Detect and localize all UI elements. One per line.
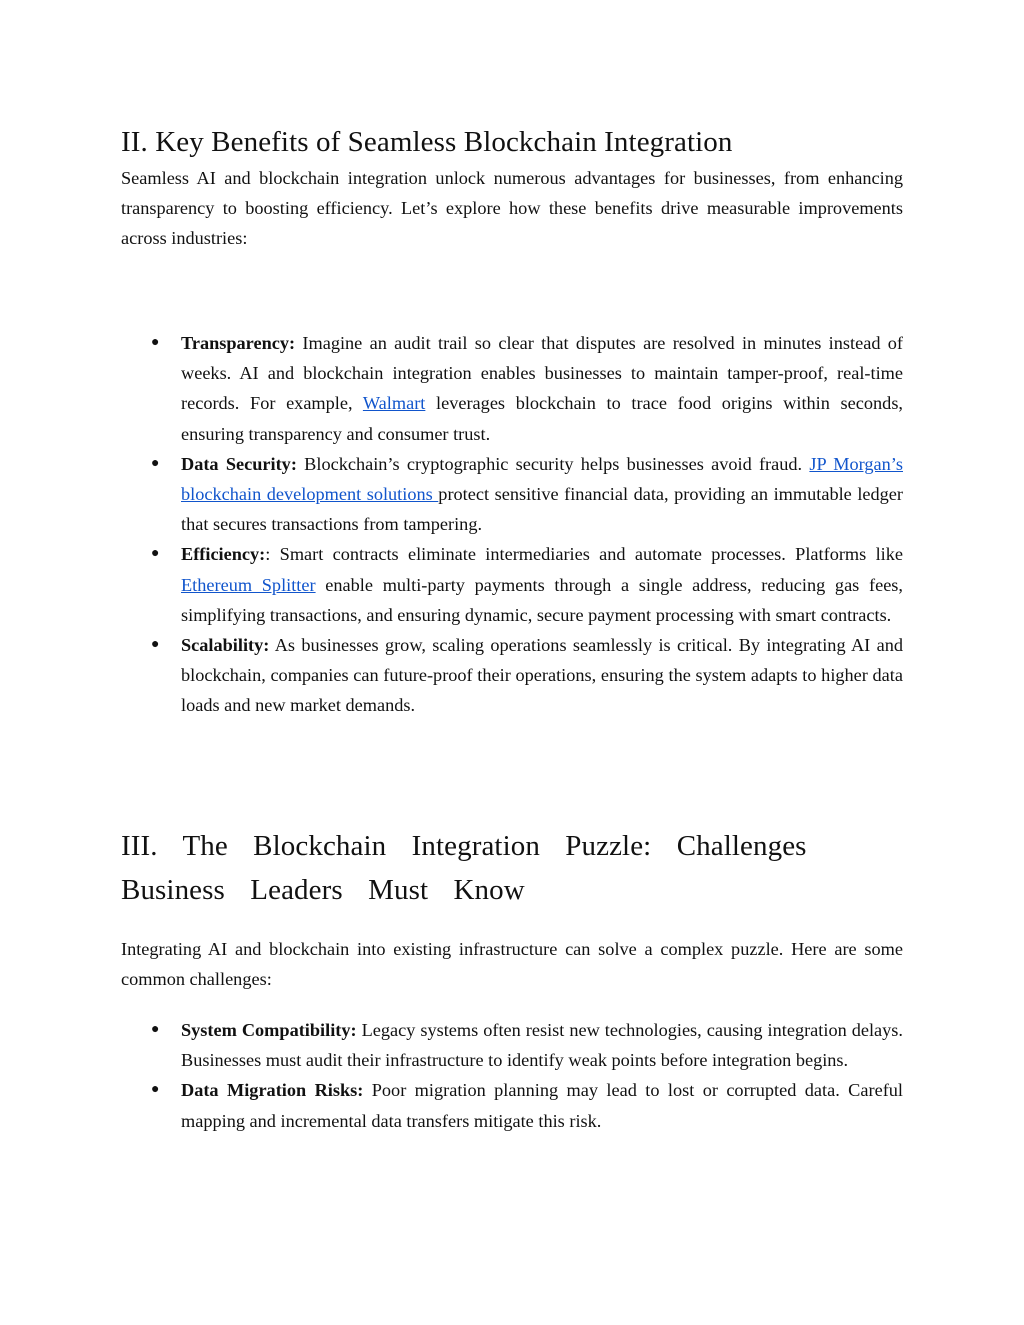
- item-text: Blockchain’s cryptographic security helps businesses avoid fraud.: [296, 453, 810, 474]
- list-item-scalability: [121, 630, 903, 721]
- list-item-system-compatibility: [121, 1015, 903, 1075]
- section-3-heading: III. The Blockchain Integration Puzzle: Challenges Business Leaders Must Know: [121, 830, 807, 906]
- item-title: System Compatibility:: [181, 1020, 357, 1040]
- blockchain-development-solutions-link[interactable]: blockchain development solutions: [181, 484, 439, 505]
- challenges-list-container: [121, 1015, 903, 1136]
- item-title: Data Security:: [181, 453, 297, 474]
- item-title: Efficiency:: [181, 544, 266, 565]
- section-2: [121, 120, 903, 254]
- jp-morgan-link[interactable]: JP Morgan’s: [809, 453, 903, 474]
- section-2-heading: II. Key Benefits of Seamless Blockchain Integration: [121, 126, 733, 158]
- item-text: As businesses grow, scaling operations seamlessly is critical. By integrating AI and blockchain, companies can future-proof their operations, ensuring the system adapts to higher data loads and new market demands.: [181, 635, 903, 716]
- section-3-intro: Integrating AI and blockchain into existing infrastructure can solve a complex puzzle. Here are some common challenges:: [121, 939, 903, 990]
- item-title: Scalability:: [181, 635, 270, 656]
- section-2-intro: Seamless AI and blockchain integration unlock numerous advantages for businesses, from enhancing transparency to boosting efficiency. Let’s explore how these benefits drive measurable improvements across industries:: [121, 168, 903, 249]
- list-item-data-migration-risks: [121, 1075, 903, 1135]
- item-title: Data Migration Risks:: [181, 1080, 364, 1101]
- item-text: Legacy systems often resist new technologies, causing integration delays. Businesses must audit their infrastructure to identify weak points before integration begins.: [181, 1020, 903, 1071]
- challenges-list: [121, 1015, 903, 1136]
- item-text: leverages blockchain to trace food origins within seconds, ensuring transparency and consumer trust.: [181, 393, 903, 444]
- item-text: protect sensitive financial data, providing an immutable ledger that secures transactions from tampering.: [181, 484, 903, 535]
- item-text: : Smart contracts eliminate intermediaries and automate processes. Platforms like: [265, 544, 903, 565]
- walmart-link[interactable]: Walmart: [362, 393, 426, 414]
- section-3: [121, 824, 903, 912]
- bullet-icon: ●: [151, 1022, 160, 1037]
- item-text: Imagine an audit trail so clear that disputes are resolved in minutes instead of weeks. AI and blockchain integration enables businesses to maintain tamper-proof, real-time records. For example,: [181, 333, 903, 414]
- list-item-efficiency: [121, 539, 903, 630]
- item-text: enable multi-party payments through a single address, reducing gas fees, simplifying transactions, and ensuring dynamic, secure payment processing with smart contracts.: [181, 574, 903, 625]
- item-text: Poor migration planning may lead to lost or corrupted data. Careful mapping and incremental data transfers mitigate this risk.: [181, 1080, 903, 1131]
- list-item-transparency: [121, 328, 903, 449]
- ethereum-splitter-link[interactable]: Ethereum Splitter: [181, 574, 316, 595]
- bullet-icon: ●: [151, 455, 160, 471]
- list-item-data-security: [121, 449, 903, 540]
- bullet-icon: ●: [151, 335, 160, 350]
- section-3-intro-container: [121, 934, 903, 994]
- item-title: Transparency:: [181, 333, 296, 353]
- benefits-list: [121, 328, 903, 721]
- bullet-icon: ●: [151, 1082, 160, 1098]
- bullet-icon: ●: [151, 546, 160, 562]
- benefits-list-container: [121, 328, 903, 721]
- bullet-icon: ●: [151, 637, 160, 653]
